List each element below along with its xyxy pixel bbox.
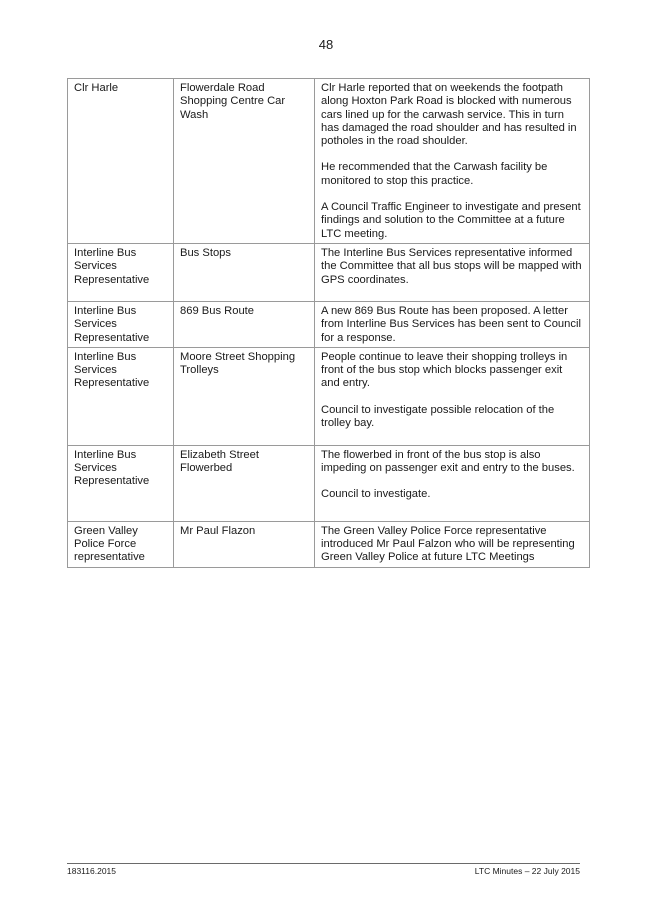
details-paragraph: A new 869 Bus Route has been proposed. A letter from Interline Bus Services has been sent to Council for a response. — [321, 304, 581, 344]
subject-cell: Bus Stops — [174, 243, 315, 301]
table-row — [68, 79, 590, 244]
raised-by-cell: Interline Bus Services Representative — [68, 243, 174, 301]
details-cell — [315, 243, 590, 301]
table-row — [68, 243, 590, 301]
table-row — [68, 445, 590, 521]
details-paragraph: People continue to leave their shopping trolleys in front of the bus stop which blocks passenger exit and entry. — [321, 350, 568, 390]
table-row — [68, 521, 590, 567]
footer-meeting-title: LTC Minutes – 22 July 2015 — [474, 866, 580, 876]
subject-cell: Moore Street Shopping Trolleys — [174, 347, 315, 445]
raised-by-cell: Interline Bus Services Representative — [68, 347, 174, 445]
raised-by-cell: Interline Bus Services Representative — [68, 445, 174, 521]
footer-document-number: 183116.2015 — [67, 866, 117, 876]
table-row — [68, 301, 590, 347]
raised-by-cell: Green Valley Police Force representative — [68, 521, 174, 567]
details-paragraph: Council to investigate possible relocation of the trolley bay. — [321, 403, 555, 430]
subject-cell: Mr Paul Flazon — [174, 521, 315, 567]
subject-cell: Flowerdale Road Shopping Centre Car Wash — [174, 79, 315, 244]
raised-by-cell: Interline Bus Services Representative — [68, 301, 174, 347]
raised-by-cell: Clr Harle — [68, 79, 174, 244]
details-paragraph: The flowerbed in front of the bus stop is also impeding on passenger exit and entry to the buses. — [321, 448, 575, 475]
details-paragraph: He recommended that the Carwash facility be monitored to stop this practice. — [321, 161, 548, 187]
details-paragraph: The Interline Bus Services representative informed the Committee that all bus stops will be mapped with GPS coordinates. — [321, 246, 582, 286]
details-cell — [315, 79, 590, 244]
details-paragraph: The Green Valley Police Force representative introduced Mr Paul Falzon who will be representing Green Valley Police at future LTC Meetings — [321, 524, 575, 564]
details-cell — [315, 301, 590, 347]
details-paragraph: A Council Traffic Engineer to investigate and present findings and solution to the Committee at a future LTC meeting. — [321, 201, 581, 240]
page-number: 48 — [318, 37, 334, 52]
details-paragraph: Council to investigate. — [321, 488, 431, 501]
details-cell — [315, 445, 590, 521]
footer-divider — [67, 863, 580, 864]
minutes-table — [67, 78, 590, 568]
subject-cell: 869 Bus Route — [174, 301, 315, 347]
subject-cell: Elizabeth Street Flowerbed — [174, 445, 315, 521]
details-cell — [315, 347, 590, 445]
details-paragraph: Clr Harle reported that on weekends the footpath along Hoxton Park Road is blocked with numerous cars lined up for the carwash service. This in turn has damaged the road shoulder and has resulted in potholes in the road shoulder. — [321, 82, 577, 148]
details-cell — [315, 521, 590, 567]
table-row — [68, 347, 590, 445]
